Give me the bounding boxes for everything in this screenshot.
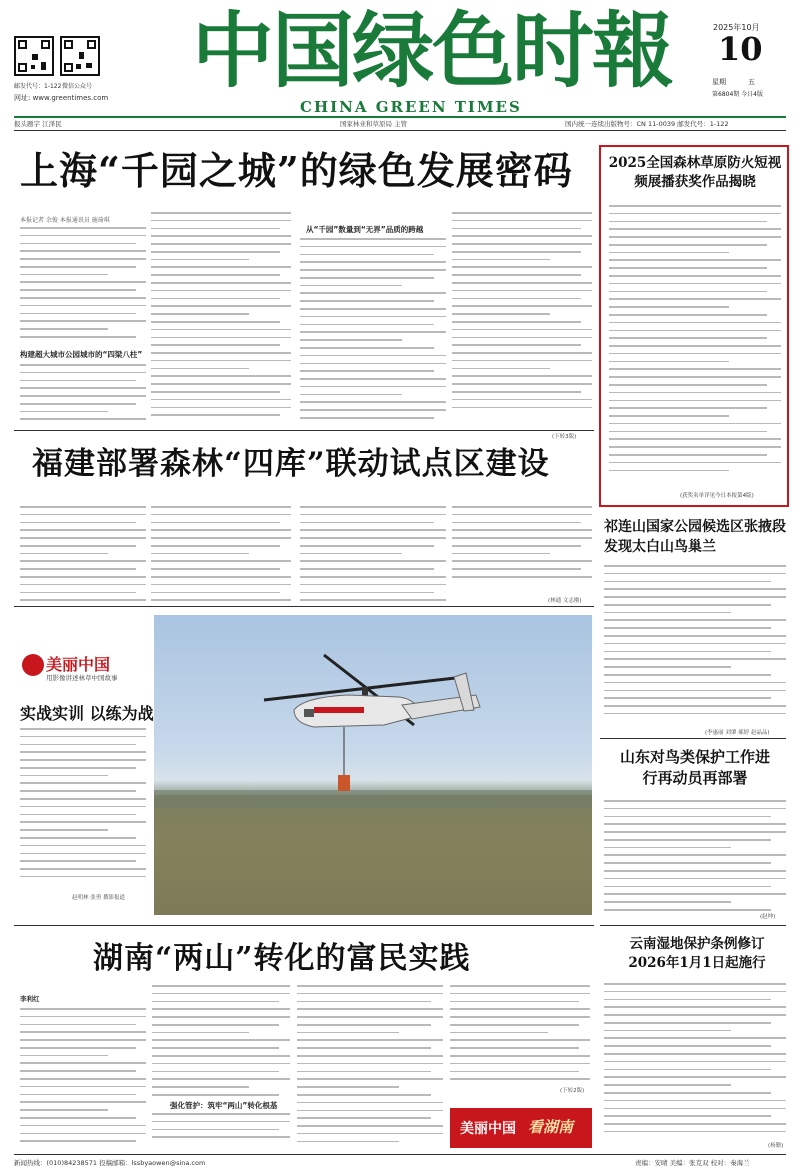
- bottom-logo-text: 看湖南: [528, 1118, 574, 1136]
- beauty-story-title: 实战实训 以练为战: [20, 704, 154, 723]
- article-text: [609, 205, 781, 485]
- sponsor: 国家林业和草原局 主管: [340, 120, 408, 128]
- masthead-rule: [14, 130, 786, 131]
- yunnan-byline: (杨勤): [768, 1143, 784, 1149]
- qilian-byline: (李惠丽 刘肇 郝婷 赵晶品): [705, 730, 770, 736]
- fujian-headline: 福建部署森林“四库”联动试点区建设: [32, 446, 550, 482]
- lead-byline: 本报记者 余俊 本报通讯员 施琦琪: [20, 217, 110, 224]
- article-text: [300, 238, 446, 424]
- award-tail: (获奖名单详见今日本报第4版): [680, 493, 754, 499]
- weekday: 五: [748, 78, 755, 86]
- article-text: [450, 985, 590, 1083]
- footer-rule: [14, 1154, 786, 1155]
- website: 网址: www.greentimes.com: [14, 94, 109, 102]
- issue-number: 第6804期 今日4版: [712, 91, 763, 98]
- bottom-logo-text: 美丽中国: [460, 1121, 516, 1137]
- article-text: [20, 728, 146, 888]
- qr-label: 微信公众号: [62, 83, 93, 90]
- lead-subhead: 从“千园”数量到“无界”品质的跨越: [306, 225, 424, 234]
- article-text: [151, 212, 291, 424]
- weekday-label: 星期: [712, 78, 726, 86]
- section-rule: [14, 925, 594, 926]
- article-text: [300, 506, 446, 606]
- section-rule: [14, 430, 594, 431]
- serial-number: 国内统一连续出版物号：CN 11-0039 邮发代号：1-122: [565, 120, 729, 128]
- article-text: [604, 983, 786, 1143]
- fujian-byline: (林通 文志刚): [548, 598, 582, 604]
- lead-subhead: 构建超大城市公园城市的“四梁八柱”: [20, 350, 143, 359]
- footer-editors: 责编：安晴 美编：张克双 校对：秦海兰: [635, 1159, 750, 1167]
- masthead-title: 中国绿色时報: [192, 3, 673, 99]
- article-text: [152, 1113, 290, 1147]
- article-text: [604, 565, 786, 723]
- article-text: [297, 985, 443, 1147]
- qr-code: [14, 36, 54, 76]
- article-text: [152, 985, 290, 1097]
- continue-note: (下转2版): [560, 1088, 585, 1094]
- date-month: 2025年10月: [713, 23, 760, 32]
- beauty-tagline: 用影像讲述林草中国故事: [46, 674, 118, 682]
- beauty-logo: 美丽中国: [46, 655, 111, 674]
- shandong-byline: (赵坤): [760, 914, 776, 920]
- article-text: [452, 506, 592, 590]
- article-text: [20, 364, 146, 424]
- masthead-rule: [14, 116, 786, 118]
- helicopter-photo: [154, 615, 592, 915]
- article-text: [20, 227, 146, 342]
- shandong-headline: 山东对鸟类保护工作进行再动员再部署: [620, 748, 771, 787]
- lead-headline: 上海“千园之城”的绿色发展密码: [20, 148, 573, 193]
- footer-hotline: 新闻热线：(010)84238571 投稿邮箱：lssbyaowen@sina.com: [14, 1159, 206, 1167]
- section-rule: [600, 738, 786, 739]
- logo-icon: [22, 654, 44, 676]
- article-text: [151, 506, 291, 606]
- hunan-author: 李利红: [20, 995, 40, 1003]
- section-rule: [14, 606, 594, 607]
- article-text: [20, 1008, 146, 1146]
- hunan-subhead: 强化管护：筑牢“两山”转化根基: [170, 1101, 278, 1110]
- continue-note: (下转3版): [552, 434, 577, 440]
- qr-label: 邮发代号：1-122: [14, 83, 62, 90]
- helicopter-icon: [154, 615, 592, 915]
- award-headline: 2025全国森林草原防火短视频展播获奖作品揭晓: [608, 155, 782, 190]
- article-text: [20, 506, 146, 606]
- date-day: 10: [718, 30, 763, 68]
- masthead-subtitle: CHINA GREEN TIMES: [300, 98, 522, 116]
- yunnan-headline: 云南湿地保护条例修订2026年1月1日起施行: [628, 936, 766, 971]
- qilian-headline: 祁连山国家公园候选区张掖段发现太白山鸟巢兰: [604, 519, 786, 555]
- inscription: 报头题字 江泽民: [14, 120, 62, 128]
- section-rule: [600, 925, 786, 926]
- beauty-byline: 赵明林 张勇 撰影报道: [72, 895, 125, 901]
- hunan-headline: 湖南“两山”转化的富民实践: [93, 941, 471, 976]
- article-text: [604, 800, 786, 916]
- article-text: [452, 212, 592, 418]
- qr-code: [60, 36, 100, 76]
